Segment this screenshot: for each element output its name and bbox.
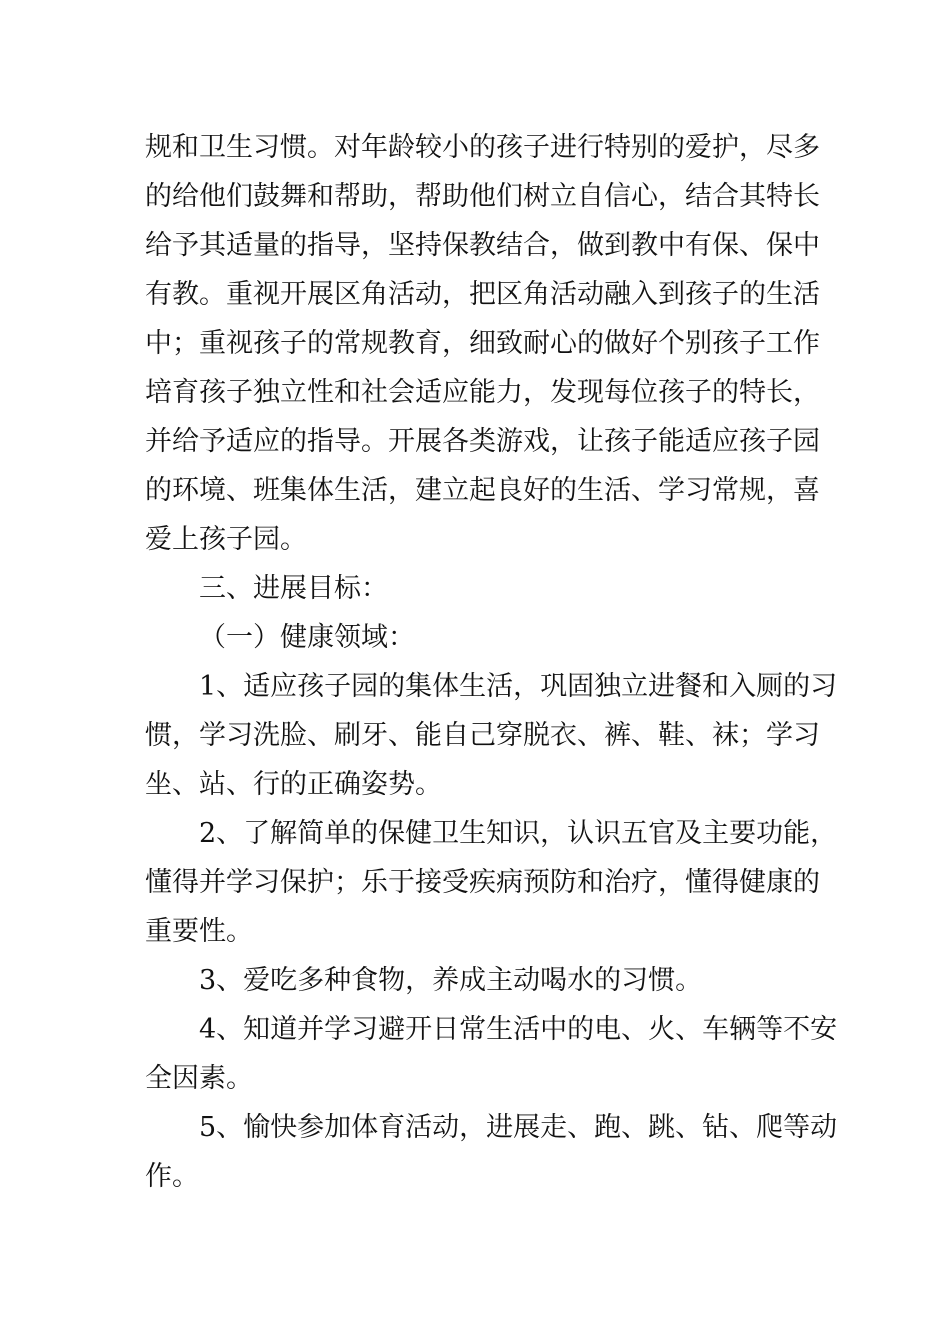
text-line: 5、愉快参加体育活动，进展走、跑、跳、钻、爬等动	[199, 1112, 838, 1143]
text-line: 懂得并学习保护；乐于接受疾病预防和治疗，懂得健康的	[145, 867, 820, 898]
text-line: 中；重视孩子的常规教育，细致耐心的做好个别孩子工作	[145, 328, 820, 359]
text-line: 培育孩子独立性和社会适应能力，发现每位孩子的特长，	[145, 377, 820, 408]
text-line: 给予其适量的指导，坚持保教结合，做到教中有保、保中	[145, 230, 820, 261]
text-line: 惯，学习洗脸、刷牙、能自己穿脱衣、裤、鞋、袜；学习	[145, 720, 820, 751]
text-line: 重要性。	[145, 916, 253, 947]
section-heading-goals	[145, 564, 810, 613]
text-line: 全因素。	[145, 1063, 253, 1094]
list-item-2	[145, 809, 838, 956]
text-line: 3、爱吃多种食物，养成主动喝水的习惯。	[199, 965, 703, 996]
heading-line: 三、进展目标：	[199, 573, 388, 604]
text-line: 的环境、班集体生活，建立起良好的生活、学习常规，喜	[145, 475, 820, 506]
text-line: 爱上孩子园。	[145, 524, 307, 555]
text-line: 坐、站、行的正确姿势。	[145, 769, 442, 800]
text-line: 2、了解简单的保健卫生知识，认识五官及主要功能，	[199, 818, 838, 849]
list-item-3	[145, 956, 810, 1005]
list-item-1	[145, 662, 838, 809]
text-line: 的给他们鼓舞和帮助，帮助他们树立自信心，结合其特长	[145, 181, 820, 212]
subsection-heading-health	[145, 613, 810, 662]
text-line: 并给予适应的指导。开展各类游戏，让孩子能适应孩子园	[145, 426, 820, 457]
text-line: 规和卫生习惯。对年龄较小的孩子进行特别的爱护，尽多	[145, 132, 820, 163]
text-line: 4、知道并学习避开日常生活中的电、火、车辆等不安	[199, 1014, 838, 1045]
text-line: 有教。重视开展区角活动，把区角活动融入到孩子的生活	[145, 279, 820, 310]
list-item-4	[145, 1005, 838, 1103]
document-body	[145, 123, 838, 1201]
paragraph-routine-care	[145, 123, 820, 564]
text-line: 1、适应孩子园的集体生活，巩固独立进餐和入厕的习	[199, 671, 838, 702]
heading-line: （一）健康领域：	[199, 622, 415, 653]
text-line: 作。	[145, 1161, 199, 1192]
list-item-5	[145, 1103, 838, 1201]
